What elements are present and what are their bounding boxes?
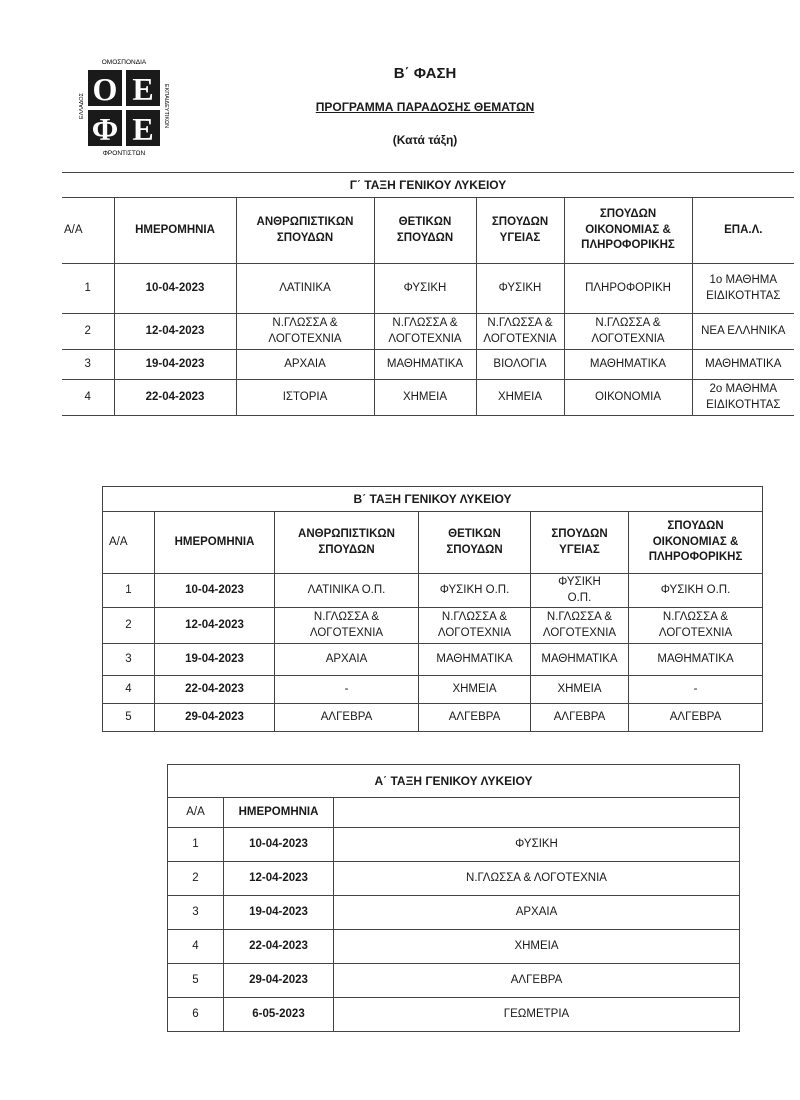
cell: ΟΙΚΟΝΟΜΙΑ <box>564 380 692 416</box>
cell: ΦΥΣΙΚΗ <box>334 828 740 862</box>
cell: ΑΡΧΑΙΑ <box>334 896 740 930</box>
cell-date: 12-04-2023 <box>114 314 236 350</box>
col-header-science: ΘΕΤΙΚΩΝ ΣΠΟΥΔΩΝ <box>374 198 476 264</box>
col-header-subject <box>334 798 740 828</box>
cell-date: 10-04-2023 <box>114 264 236 314</box>
table-row <box>168 862 740 896</box>
cell: 4 <box>168 930 224 964</box>
schedule-table-a <box>167 764 740 1032</box>
cell-date: 22-04-2023 <box>114 380 236 416</box>
table-row <box>62 380 794 416</box>
cell: 6 <box>168 998 224 1032</box>
table-row <box>103 704 763 732</box>
cell: Ν.ΓΛΩΣΣΑ & ΛΟΓΟΤΕΧΝΙΑ <box>419 608 531 644</box>
page-note: (Κατά τάξη) <box>392 133 458 147</box>
cell: ΧΗΜΕΙΑ <box>374 380 476 416</box>
cell: ΑΛΓΕΒΡΑ <box>531 704 629 732</box>
cell: ΧΗΜΕΙΑ <box>531 676 629 704</box>
logo-letter-2: Ε <box>132 71 154 107</box>
cell: ΜΑΘΗΜΑΤΙΚΑ <box>419 644 531 676</box>
cell: ΦΥΣΙΚΗ <box>374 264 476 314</box>
col-header-epal: ΕΠΑ.Λ. <box>692 198 794 264</box>
logo-side-text: ΕΚΠΑΙΔΕΥΤΙΚΩΝ <box>163 83 169 129</box>
table-row <box>168 828 740 862</box>
cell: 1 <box>103 574 155 608</box>
cell: Ν.ΓΛΩΣΣΑ & ΛΟΓΟΤΕΧΝΙΑ <box>334 862 740 896</box>
col-header-aa: Α/Α <box>62 198 114 264</box>
table-a-title: Α΄ ΤΑΞΗ ΓΕΝΙΚΟΥ ΛΥΚΕΙΟΥ <box>168 765 740 798</box>
table-row <box>168 896 740 930</box>
cell: 2 <box>103 608 155 644</box>
page-subtitle: ΠΡΟΓΡΑΜΜΑ ΠΑΡΑΔΟΣΗΣ ΘΕΜΑΤΩΝ <box>315 100 535 114</box>
col-header-science: ΘΕΤΙΚΩΝ ΣΠΟΥΔΩΝ <box>419 512 531 574</box>
cell: Ν.ΓΛΩΣΣΑ & ΛΟΓΟΤΕΧΝΙΑ <box>476 314 564 350</box>
cell: ΑΛΓΕΒΡΑ <box>275 704 419 732</box>
table-row <box>103 608 763 644</box>
logo-letter-4: Ε <box>132 111 154 147</box>
table-row <box>103 574 763 608</box>
cell: ΦΥΣΙΚΗ Ο.Π. <box>531 574 629 608</box>
cell: Ν.ΓΛΩΣΣΑ & ΛΟΓΟΤΕΧΝΙΑ <box>374 314 476 350</box>
cell: Ν.ΓΛΩΣΣΑ & ΛΟΓΟΤΕΧΝΙΑ <box>629 608 763 644</box>
cell: 4 <box>62 380 114 416</box>
cell: 3 <box>62 350 114 380</box>
cell: Ν.ΓΛΩΣΣΑ & ΛΟΓΟΤΕΧΝΙΑ <box>236 314 374 350</box>
col-header-economics: ΣΠΟΥΔΩΝ ΟΙΚΟΝΟΜΙΑΣ & ΠΛΗΡΟΦΟΡΙΚΗΣ <box>564 198 692 264</box>
cell: ΧΗΜΕΙΑ <box>476 380 564 416</box>
cell-date: 10-04-2023 <box>155 574 275 608</box>
cell: 1 <box>168 828 224 862</box>
cell: ΦΥΣΙΚΗ <box>476 264 564 314</box>
cell-date: 22-04-2023 <box>224 930 334 964</box>
cell: ΠΛΗΡΟΦΟΡΙΚΗ <box>564 264 692 314</box>
col-header-health: ΣΠΟΥΔΩΝ ΥΓΕΙΑΣ <box>531 512 629 574</box>
col-header-aa: Α/Α <box>103 512 155 574</box>
oefe-logo <box>74 52 174 160</box>
schedule-table-b <box>102 486 763 732</box>
cell-date: 19-04-2023 <box>224 896 334 930</box>
cell: 5 <box>103 704 155 732</box>
cell: ΝΕΑ ΕΛΛΗΝΙΚΑ <box>692 314 794 350</box>
table-row <box>62 264 794 314</box>
table-row <box>62 314 794 350</box>
cell: 4 <box>103 676 155 704</box>
cell: ΙΣΤΟΡΙΑ <box>236 380 374 416</box>
col-header-date: ΗΜΕΡΟΜΗΝΙΑ <box>155 512 275 574</box>
col-header-economics: ΣΠΟΥΔΩΝ ΟΙΚΟΝΟΜΙΑΣ & ΠΛΗΡΟΦΟΡΙΚΗΣ <box>629 512 763 574</box>
col-header-date: ΗΜΕΡΟΜΗΝΙΑ <box>224 798 334 828</box>
cell-date: 6-05-2023 <box>224 998 334 1032</box>
schedule-table-c <box>62 172 794 416</box>
cell: ΜΑΘΗΜΑΤΙΚΑ <box>692 350 794 380</box>
cell: 3 <box>103 644 155 676</box>
cell: ΜΑΘΗΜΑΤΙΚΑ <box>374 350 476 380</box>
cell: 2 <box>62 314 114 350</box>
table-row <box>168 998 740 1032</box>
cell-date: 19-04-2023 <box>114 350 236 380</box>
cell: Ν.ΓΛΩΣΣΑ & ΛΟΓΟΤΕΧΝΙΑ <box>531 608 629 644</box>
cell-date: 12-04-2023 <box>155 608 275 644</box>
cell-date: 10-04-2023 <box>224 828 334 862</box>
cell: ΧΗΜΕΙΑ <box>419 676 531 704</box>
col-header-date: ΗΜΕΡΟΜΗΝΙΑ <box>114 198 236 264</box>
cell: ΒΙΟΛΟΓΙΑ <box>476 350 564 380</box>
table-c-title: Γ΄ ΤΑΞΗ ΓΕΝΙΚΟΥ ΛΥΚΕΙΟΥ <box>62 173 794 198</box>
cell: 5 <box>168 964 224 998</box>
col-header-humanities: ΑΝΘΡΩΠΙΣΤΙΚΩΝ ΣΠΟΥΔΩΝ <box>236 198 374 264</box>
cell: - <box>275 676 419 704</box>
table-row <box>103 676 763 704</box>
table-row <box>62 350 794 380</box>
cell-date: 29-04-2023 <box>224 964 334 998</box>
cell: ΛΑΤΙΝΙΚΑ Ο.Π. <box>275 574 419 608</box>
cell: 1 <box>62 264 114 314</box>
logo-letter-3: Φ <box>91 111 119 147</box>
col-header-health: ΣΠΟΥΔΩΝ ΥΓΕΙΑΣ <box>476 198 564 264</box>
col-header-aa: Α/Α <box>168 798 224 828</box>
cell: ΑΡΧΑΙΑ <box>275 644 419 676</box>
logo-bottom-text: ΦΡΟΝΤΙΣΤΩΝ <box>102 150 146 157</box>
cell: 2ο ΜΑΘΗΜΑ ΕΙΔΙΚΟΤΗΤΑΣ <box>692 380 794 416</box>
table-row <box>168 930 740 964</box>
cell: Ν.ΓΛΩΣΣΑ & ΛΟΓΟΤΕΧΝΙΑ <box>275 608 419 644</box>
cell: ΦΥΣΙΚΗ Ο.Π. <box>629 574 763 608</box>
cell-date: 12-04-2023 <box>224 862 334 896</box>
cell: ΜΑΘΗΜΑΤΙΚΑ <box>629 644 763 676</box>
table-row <box>103 644 763 676</box>
cell: ΑΡΧΑΙΑ <box>236 350 374 380</box>
cell: ΦΥΣΙΚΗ Ο.Π. <box>419 574 531 608</box>
page-title: Β΄ ΦΑΣΗ <box>393 65 457 82</box>
table-row <box>168 964 740 998</box>
table-b-title: Β΄ ΤΑΞΗ ΓΕΝΙΚΟΥ ΛΥΚΕΙΟΥ <box>103 487 763 512</box>
cell: 3 <box>168 896 224 930</box>
cell: ΑΛΓΕΒΡΑ <box>334 964 740 998</box>
cell-date: 29-04-2023 <box>155 704 275 732</box>
cell: ΑΛΓΕΒΡΑ <box>629 704 763 732</box>
cell: ΛΑΤΙΝΙΚΑ <box>236 264 374 314</box>
cell: ΜΑΘΗΜΑΤΙΚΑ <box>531 644 629 676</box>
cell: ΜΑΘΗΜΑΤΙΚΑ <box>564 350 692 380</box>
logo-left-text: ΕΛΛΑΔΟΣ <box>79 93 85 119</box>
cell: 2 <box>168 862 224 896</box>
cell: 1ο ΜΑΘΗΜΑ ΕΙΔΙΚΟΤΗΤΑΣ <box>692 264 794 314</box>
logo-top-text: ΟΜΟΣΠΟΝΔΙΑ <box>101 59 147 66</box>
cell: ΑΛΓΕΒΡΑ <box>419 704 531 732</box>
cell: - <box>629 676 763 704</box>
cell-date: 22-04-2023 <box>155 676 275 704</box>
cell-date: 19-04-2023 <box>155 644 275 676</box>
cell: ΓΕΩΜΕΤΡΙΑ <box>334 998 740 1032</box>
cell: Ν.ΓΛΩΣΣΑ & ΛΟΓΟΤΕΧΝΙΑ <box>564 314 692 350</box>
logo-letter-1: Ο <box>92 71 118 107</box>
cell: ΧΗΜΕΙΑ <box>334 930 740 964</box>
col-header-humanities: ΑΝΘΡΩΠΙΣΤΙΚΩΝ ΣΠΟΥΔΩΝ <box>275 512 419 574</box>
